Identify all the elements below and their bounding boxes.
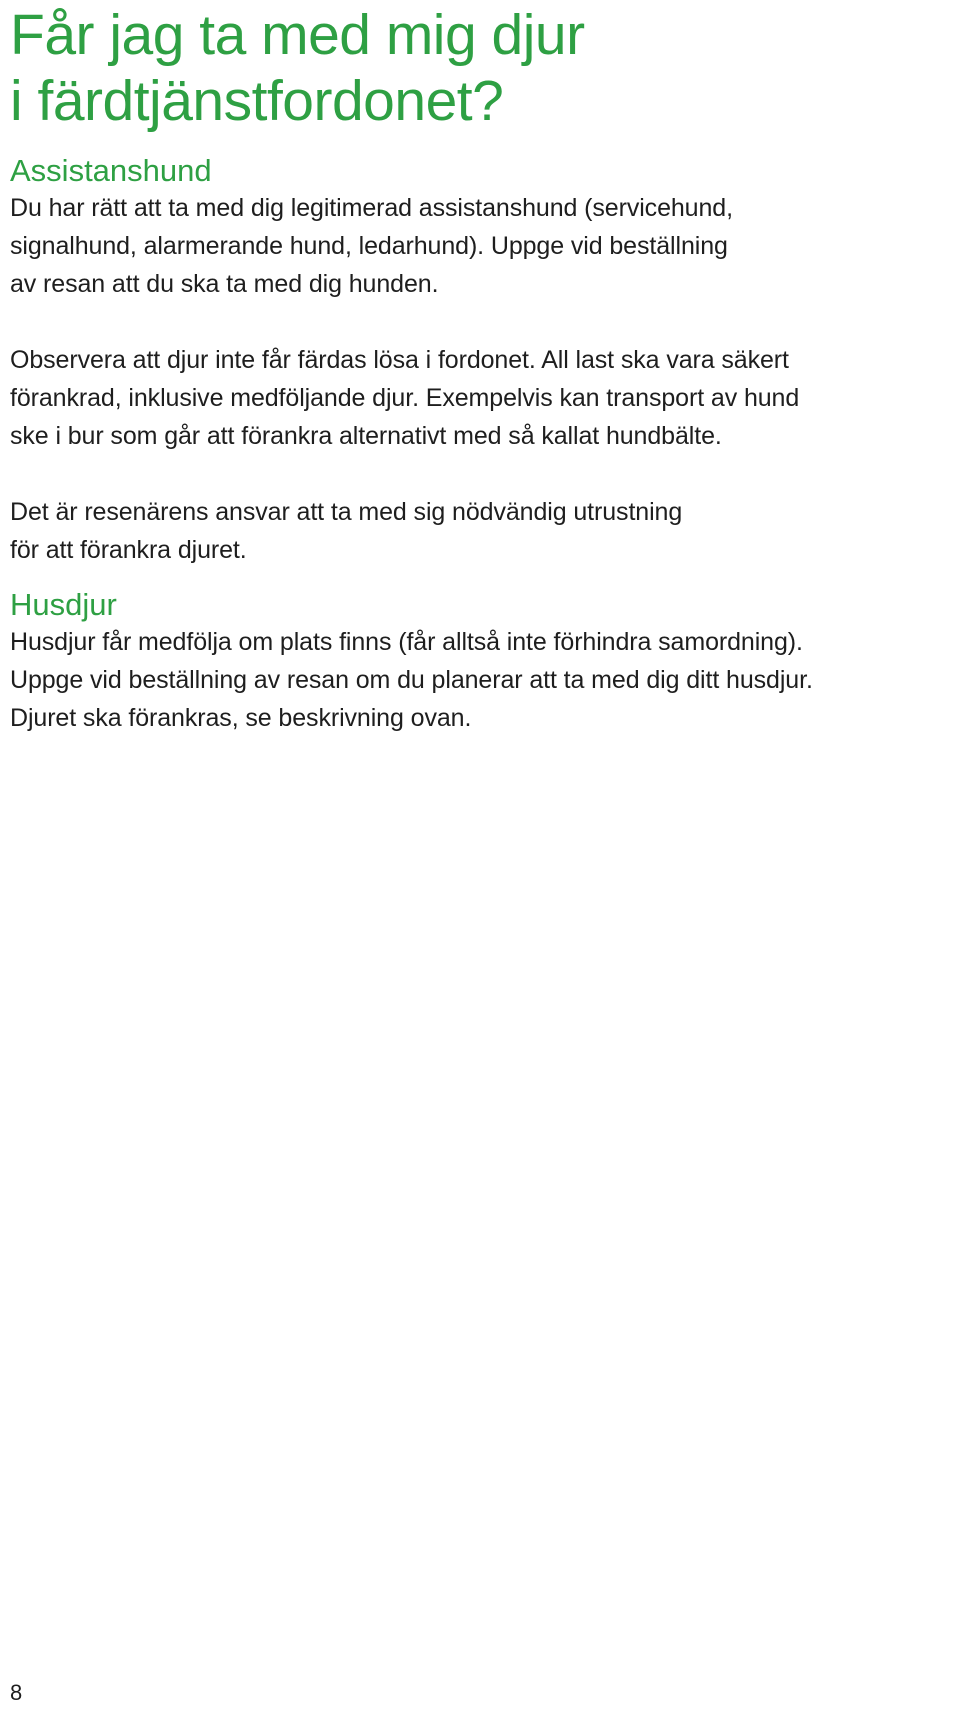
document-page: [10, 0, 955, 737]
page-title: [10, 0, 955, 134]
text-line: Husdjur får medfölja om plats finns (får alltså inte förhindra samordning).: [10, 628, 803, 656]
text-line: av resan att du ska ta med dig hunden.: [10, 270, 439, 298]
paragraph: [10, 493, 955, 569]
paragraph: [10, 341, 955, 455]
page-number: 8: [10, 1680, 23, 1705]
page-title-line: i färdtjänstfordonet?: [10, 69, 504, 133]
text-line: Observera att djur inte får färdas lösa i fordonet. All last ska vara säkert: [10, 346, 789, 374]
section-heading: Assistanshund: [10, 153, 212, 188]
section-heading: Husdjur: [10, 587, 117, 622]
text-line: ske i bur som går att förankra alternativt med så kallat hundbälte.: [10, 422, 722, 450]
text-line: för att förankra djuret.: [10, 536, 247, 564]
text-line: Djuret ska förankras, se beskrivning ovan.: [10, 704, 472, 732]
page-title-line: Får jag ta med mig djur: [10, 3, 585, 67]
text-line: Du har rätt att ta med dig legitimerad assistanshund (servicehund,: [10, 194, 733, 222]
paragraph: [10, 623, 955, 737]
text-line: signalhund, alarmerande hund, ledarhund). Uppge vid beställning: [10, 232, 728, 260]
section-assistanshund: [10, 153, 955, 569]
paragraph: [10, 189, 955, 303]
section-husdjur: [10, 587, 955, 737]
text-line: Det är resenärens ansvar att ta med sig nödvändig utrustning: [10, 498, 683, 526]
text-line: Uppge vid beställning av resan om du planerar att ta med dig ditt husdjur.: [10, 666, 813, 694]
text-line: förankrad, inklusive medföljande djur. Exempelvis kan transport av hund: [10, 384, 800, 412]
